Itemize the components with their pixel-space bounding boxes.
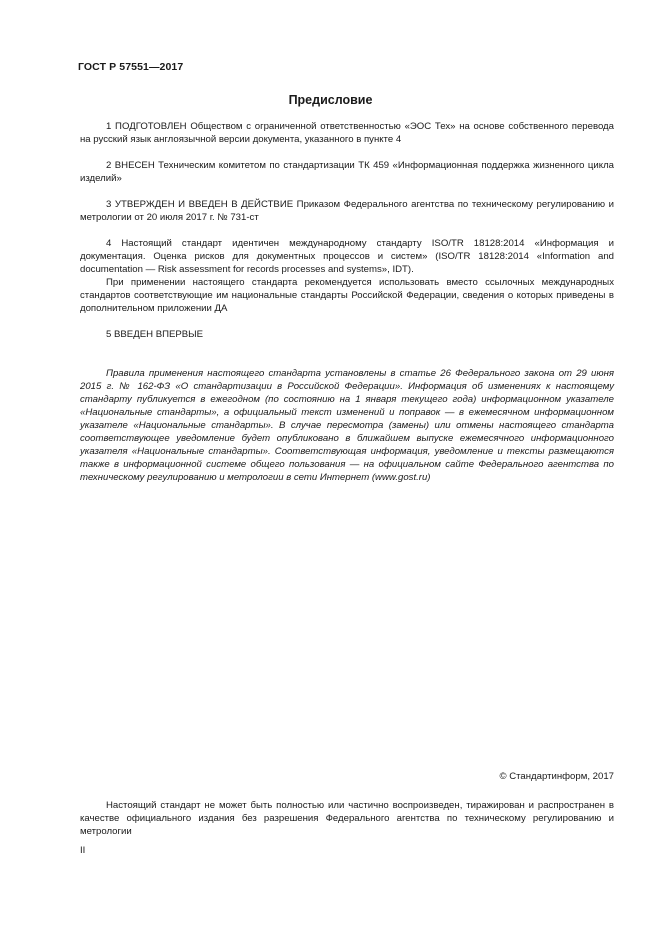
paragraph-references: При применении настоящего стандарта рекомендуется использовать вместо ссылочных международных стандартов соответствующие им национальные стандарты Российской Федерации, сведения о которых приведены в дополнительном приложении ДА xyxy=(80,277,614,314)
paragraph-approved: 3 УТВЕРЖДЕН И ВВЕДЕН В ДЕЙСТВИЕ Приказом Федерального агентства по техническому регулированию и метрологии от 20 июля 2017 г. № 731-ст xyxy=(80,199,614,223)
paragraph-prepared: 1 ПОДГОТОВЛЕН Обществом с ограниченной ответственностью «ЭОС Тех» на основе собственного перевода на русский язык англоязычной версии документа, указанного в пункте 4 xyxy=(80,121,614,145)
paragraph-submitted: 2 ВНЕСЕН Техническим комитетом по стандартизации ТК 459 «Информационная поддержка жизненного цикла изделий» xyxy=(80,160,614,184)
copyright-notice: © Стандартинформ, 2017 xyxy=(499,771,614,782)
page-number: II xyxy=(80,845,86,856)
foreword-content xyxy=(80,120,614,484)
reproduction-notice-text: Настоящий стандарт не может быть полностью или частично воспроизведен, тиражирован и распространен в качестве официального издания без разрешения Федерального агентства по техническому регулированию и метрологии xyxy=(80,800,614,837)
section-title: Предисловие xyxy=(288,93,373,107)
reproduction-notice xyxy=(80,799,614,838)
paragraph-first-introduced: 5 ВВЕДЕН ВПЕРВЫЕ xyxy=(106,329,204,340)
paragraph-identical: 4 Настоящий стандарт идентичен международному стандарту ISO/TR 18128:2014 «Информация и документация. Оценка рисков для документных процессов и систем» (ISO/TR 18128:2014 «Information and documentation — Risk assessment for records processes and systems», IDT). xyxy=(80,238,614,275)
document-code-header: ГОСТ Р 57551—2017 xyxy=(78,61,184,73)
paragraph-application-rules: Правила применения настоящего стандарта установлены в статье 26 Федерального закона от 29 июня 2015 г. № 162-ФЗ «О стандартизации в Российской Федерации». Информация об изменениях к настоящему стандарту публикуется в ежегодном (по состоянию на 1 января текущего года) информационном указателе «Национальные стандарты», а официальный текст изменений и поправок — в ежемесячном информационном указателе «Национальные стандарты». В случае пересмотра (замены) или отмены настоящего стандарта соответствующее уведомление будет опубликовано в ближайшем выпуске ежемесячного информационного указателя «Национальные стандарты». Соответствующая информация, уведомление и тексты размещаются также в информационной системе общего пользования — на официальном сайте Федерального агентства по техническому регулированию и метрологии в сети Интернет (www.gost.ru) xyxy=(80,368,614,483)
